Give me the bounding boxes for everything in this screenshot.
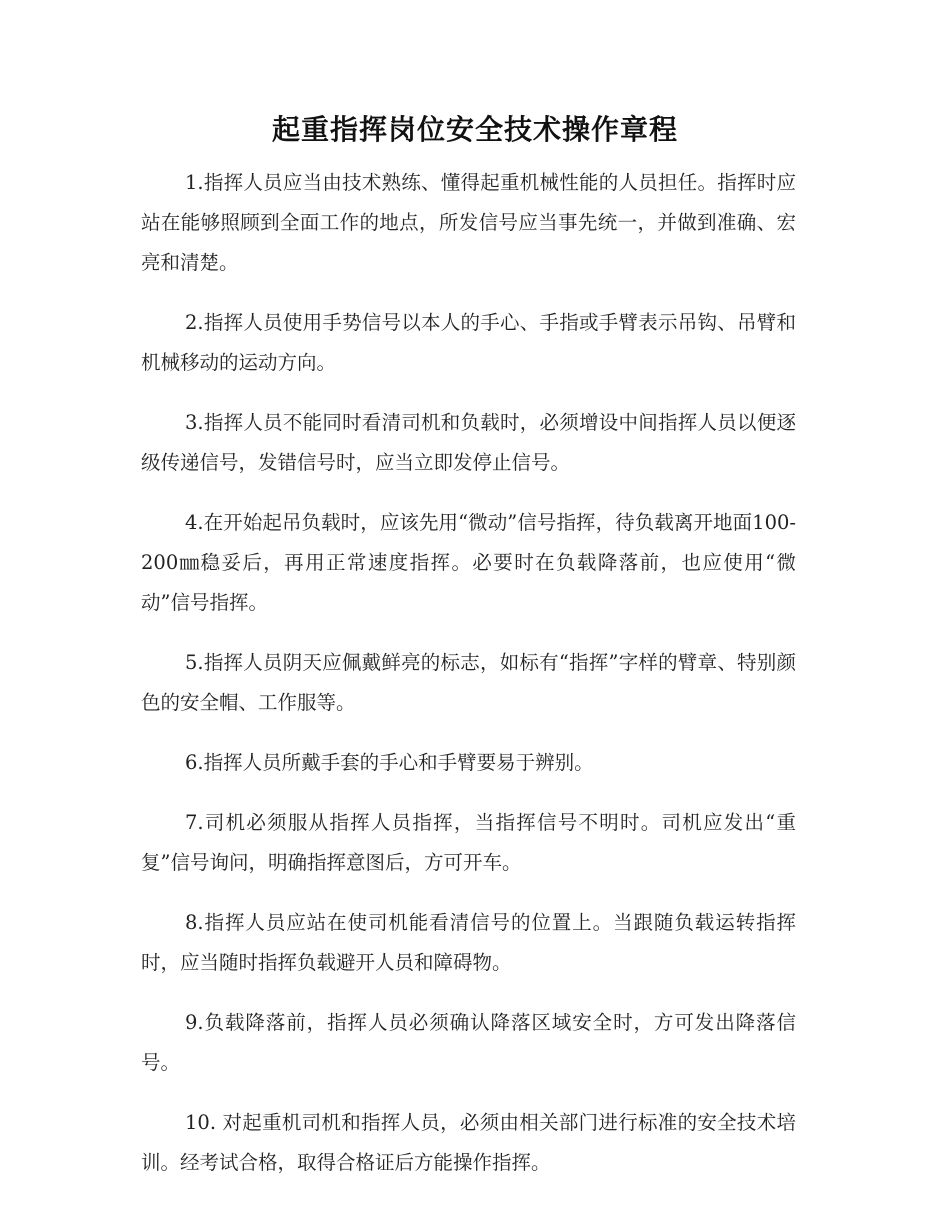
document-body — [141, 163, 796, 1203]
paragraph-4: 4.在开始起吊负载时，应该先用“微动”信号指挥，待负载离开地面100-200㎜稳妥后，再用正常速度指挥。必要时在负载降落前，也应使用“微动”信号指挥。 — [141, 511, 796, 614]
paragraph-3: 3.指挥人员不能同时看清司机和负载时，必须增设中间指挥人员以便逐级传递信号，发错信号时，应当立即发停止信号。 — [141, 411, 796, 474]
paragraph-1: 1.指挥人员应当由技术熟练、懂得起重机械性能的人员担任。指挥时应站在能够照顾到全面工作的地点，所发信号应当事先统一，并做到准确、宏亮和清楚。 — [141, 171, 796, 274]
paragraph-9: 9.负载降落前，指挥人员必须确认降落区域安全时，方可发出降落信号。 — [141, 1011, 796, 1074]
paragraph-2: 2.指挥人员使用手势信号以本人的手心、手指或手臂表示吊钩、吊臂和机械移动的运动方向。 — [141, 311, 796, 374]
paragraph-6: 6.指挥人员所戴手套的手心和手臂要易于辨别。 — [185, 751, 594, 774]
paragraph-8: 8.指挥人员应站在使司机能看清信号的位置上。当跟随负载运转指挥时，应当随时指挥负载避开人员和障碍物。 — [141, 911, 796, 974]
document-title: 起重指挥岗位安全技术操作章程 — [271, 113, 678, 146]
paragraph-5: 5.指挥人员阴天应佩戴鲜亮的标志，如标有“指挥”字样的臂章、特别颜色的安全帽、工作服等。 — [141, 651, 796, 714]
paragraph-10: 10. 对起重机司机和指挥人员，必须由相关部门进行标准的安全技术培训。经考试合格，取得合格证后方能操作指挥。 — [141, 1111, 796, 1174]
paragraph-7: 7.司机必须服从指挥人员指挥，当指挥信号不明时。司机应发出“重复”信号询问，明确指挥意图后，方可开车。 — [141, 811, 796, 874]
